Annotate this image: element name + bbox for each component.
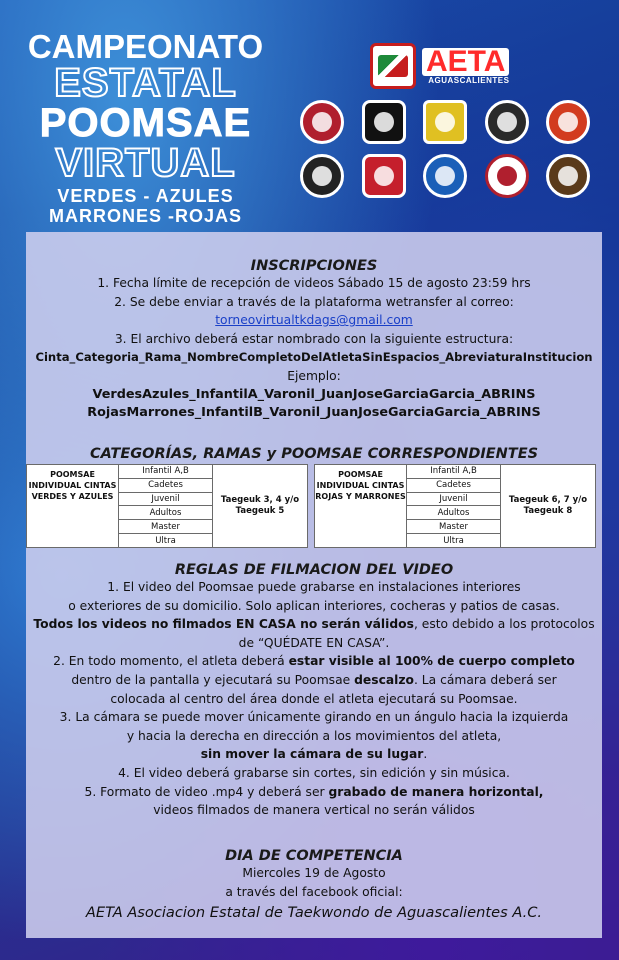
file-structure: Cinta_Categoria_Rama_NombreCompletoDelAtletaSinEspacios_AbreviaturaInstitucion: [35, 350, 593, 365]
table-cell: Juvenil: [119, 493, 212, 507]
rule-3c-post: .: [423, 747, 428, 762]
table-cell: Cadetes: [119, 479, 212, 493]
club-badge-icon: [362, 100, 406, 144]
table-verdes-azules: [26, 464, 308, 548]
competencia-date: Miercoles 19 de Agosto: [242, 866, 386, 880]
competencia-section: [26, 848, 602, 921]
aeta-logo-name: AETA: [422, 48, 509, 76]
title-line-1: CAMPEONATO: [27, 28, 264, 65]
reglas-section: [26, 562, 602, 820]
table-cell: Master: [407, 520, 500, 534]
categorias-title: CATEGORÍAS, RAMAS y POOMSAE CORRESPONDIENTES: [89, 446, 539, 462]
reglas-title: REGLAS DE FILMACION DEL VIDEO: [174, 562, 454, 578]
table-cell: Adultos: [119, 506, 212, 520]
club-badge-icon: [485, 100, 529, 144]
club-badge-icon: [423, 154, 467, 198]
table-cell: Juvenil: [407, 493, 500, 507]
table-cell: Adultos: [407, 506, 500, 520]
rule-2a-pre: 2. En todo momento, el atleta deberá: [53, 654, 289, 669]
organization-name: AETA Asociacion Estatal de Taekwondo de Aguascalientes A.C.: [85, 904, 543, 922]
categories-tables: [26, 464, 602, 552]
table-label: POOMSAE INDIVIDUAL CINTAS VERDES Y AZULES: [27, 465, 119, 547]
club-badge-icon: [423, 100, 467, 144]
inscripciones-item-3: 3. El archivo deberá estar nombrado con la siguiente estructura:: [114, 331, 514, 346]
rule-4: 4. El video deberá grabarse sin cortes, sin edición y sin música.: [118, 765, 510, 780]
belts-line-1: VERDES - AZULES: [57, 186, 234, 206]
aeta-emblem-icon: [370, 43, 416, 89]
aeta-logo-subtitle: AGUASCALIENTES: [428, 75, 510, 85]
rule-1c-bold: Todos los videos no filmados EN CASA no serán válidos: [33, 617, 414, 632]
sponsor-badges: [300, 100, 590, 208]
table-poomsae: Taegeuk 3, 4 y/o Taegeuk 5: [220, 495, 300, 516]
table-cell: Infantil A,B: [119, 465, 212, 479]
table-cell: Master: [119, 520, 212, 534]
example-1: VerdesAzules_InfantilA_Varonil_JuanJoseGarciaGarcia_ABRINS: [92, 386, 536, 402]
inscripciones-item-2: 2. Se debe enviar a través de la plataforma wetransfer al correo:: [114, 294, 514, 309]
belts-line-2: MARRONES -ROJAS: [48, 206, 242, 226]
rule-2c: colocada al centro del área donde el atleta ejecutará su Poomsae.: [110, 691, 518, 706]
categorias-section: [26, 446, 602, 462]
rule-2a-bold: estar visible al 100% de cuerpo completo: [288, 654, 575, 669]
rule-3c-bold: sin mover la cámara de su lugar: [200, 747, 424, 762]
club-badge-icon: [362, 154, 406, 198]
example-label: Ejemplo:: [287, 368, 341, 383]
rule-1a: 1. El video del Poomsae puede grabarse en instalaciones interiores: [107, 580, 521, 594]
rule-2b-bold: descalzo: [354, 672, 414, 687]
table-cell: Ultra: [443, 535, 464, 546]
rule-3a: 3. La cámara se puede mover únicamente girando en un ángulo hacia la izquierda: [59, 710, 569, 725]
rule-1c-rest: , esto debido a los protocolos: [413, 617, 595, 632]
event-title: [18, 30, 273, 225]
rule-5a-bold: grabado de manera horizontal,: [328, 784, 544, 799]
club-badge-icon: [485, 154, 529, 198]
example-2: RojasMarrones_InfantilB_Varonil_JuanJoseGarciaGarcia_ABRINS: [87, 405, 541, 421]
title-line-3: POOMSAE: [39, 101, 252, 145]
club-badge-icon: [300, 100, 344, 144]
table-label: POOMSAE INDIVIDUAL CINTAS ROJAS Y MARRONES: [315, 465, 407, 547]
inscripciones-section: [26, 258, 602, 423]
inscripciones-item-1: 1. Fecha límite de recepción de videos Sábado 15 de agosto 23:59 hrs: [97, 276, 531, 290]
rule-1d: de “QUÉDATE EN CASA”.: [238, 635, 390, 650]
email-link[interactable]: torneovirtualtkdags@gmail.com: [215, 313, 413, 328]
competencia-title: DIA DE COMPETENCIA: [225, 848, 403, 864]
rule-2b-pre: dentro de la pantalla y ejecutará su Poomsae: [71, 672, 355, 687]
table-poomsae: Taegeuk 6, 7 y/o Taegeuk 8: [508, 495, 588, 516]
rule-2b-post: . La cámara deberá ser: [413, 672, 557, 687]
rule-1b: o exteriores de su domicilio. Solo aplican interiores, cocheras y patios de casas.: [68, 598, 560, 613]
club-badge-icon: [300, 154, 344, 198]
club-badge-icon: [546, 154, 590, 198]
competencia-via: a través del facebook oficial:: [225, 884, 403, 899]
title-line-2: ESTATAL: [54, 61, 237, 105]
table-cell: Cadetes: [407, 479, 500, 493]
inscripciones-title: INSCRIPCIONES: [250, 258, 378, 274]
table-cell: Ultra: [155, 535, 176, 546]
table-cell: Infantil A,B: [407, 465, 500, 479]
rule-5b: videos filmados de manera vertical no serán válidos: [153, 803, 475, 818]
table-rojas-marrones: [314, 464, 596, 548]
title-line-4: VIRTUAL: [55, 141, 236, 185]
rule-5a-pre: 5. Formato de video .mp4 y deberá ser: [84, 784, 329, 799]
aeta-logo: [370, 42, 538, 90]
rule-3b: y hacia la derecha en dirección a los movimientos del atleta,: [126, 728, 502, 743]
club-badge-icon: [546, 100, 590, 144]
info-panel: [26, 232, 602, 938]
